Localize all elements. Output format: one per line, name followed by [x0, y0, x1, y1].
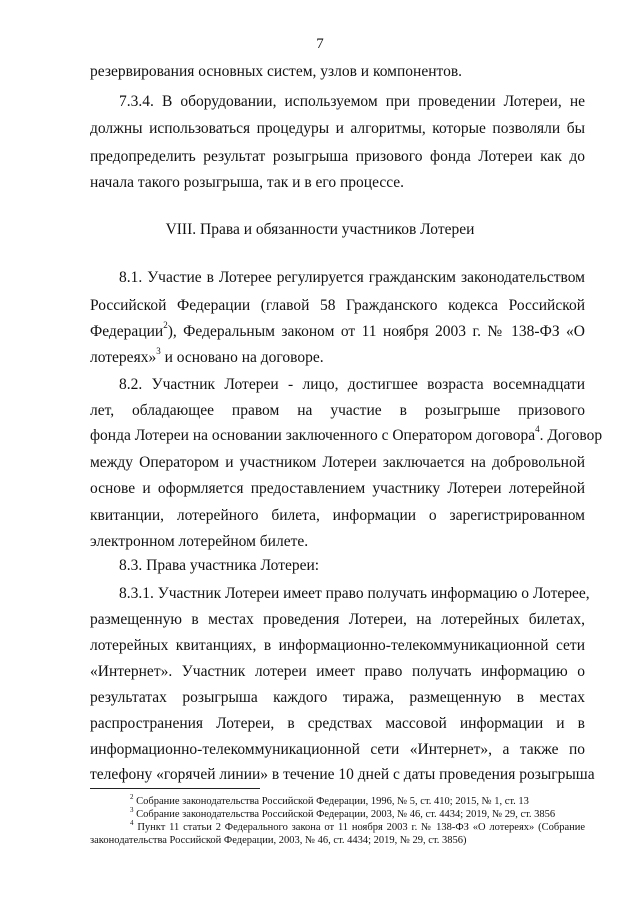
text-line: 8.2. Участник Лотереи - лицо, достигшее возраста восемнадцати [119, 376, 585, 393]
footnote-mark: 4 [130, 818, 134, 827]
text-line: телефону «горячей линии» в течение 10 дней с даты проведения розыгрыша [90, 766, 595, 783]
text-line: резервирования основных систем, узлов и компонентов. [90, 63, 463, 80]
text-line: лет, обладающее правом на участие в розыгрыше призового [90, 402, 585, 419]
text-line: электронном лотерейном билете. [90, 533, 309, 550]
text-line: основе и оформляется предоставлением участнику Лотереи лотерейной [90, 480, 585, 497]
text-line: результатах розыгрыша каждого тиража, размещенную в местах [90, 689, 585, 706]
text-line [90, 319, 585, 342]
text-line: 8.3.1. Участник Лотереи имеет право получать информацию о Лотерее, [119, 585, 590, 602]
text-fragment: ), Федеральным законом от 11 ноября 2003 г. № 138-ФЗ «О [167, 323, 585, 340]
text-line: лотерейных квитанциях, в информационно-телекоммуникационной сети [90, 637, 585, 654]
text-line [90, 345, 585, 368]
footnote-mark: 2 [130, 792, 134, 801]
text-line: «Интернет». Участник лотереи имеет право получать информацию о [90, 663, 585, 680]
section-heading: VIII. Права и обязанности участников Лотереи [165, 221, 475, 238]
text-fragment: . Договор [539, 427, 603, 444]
text-fragment: лотереях» [90, 349, 157, 366]
footnote-ref-3: 3 [156, 345, 161, 356]
footnote-4-continued: законодательства Российской Федерации, 2003, № 46, ст. 4434; 2019, № 29, ст. 3856) [90, 835, 467, 846]
text-fragment: и основано на договоре. [160, 349, 324, 366]
footnote-text: Пункт 11 статьи 2 Федерального закона от 11 ноября 2003 г. № 138-ФЗ «О лотереях» (Собрание [137, 822, 586, 833]
page-number: 7 [316, 36, 324, 52]
footnote-3 [130, 805, 585, 821]
text-line: 8.1. Участие в Лотерее регулируется гражданским законодательством [119, 269, 585, 286]
text-line: 8.3. Права участника Лотереи: [119, 557, 320, 574]
text-line: 7.3.4. В оборудовании, используемом при проведении Лотереи, не [119, 93, 585, 110]
footnote-ref-4: 4 [535, 423, 540, 434]
footnote-4 [130, 818, 586, 834]
footnote-text: Собрание законодательства Российской Федерации, 1996, № 5, ст. 410; 2015, № 1, ст. 13 [136, 796, 529, 807]
footnote-ref-2: 2 [163, 319, 168, 330]
text-line: предопределить результат розыгрыша призового фонда Лотереи как до [90, 148, 585, 165]
text-fragment: Федерации [90, 323, 164, 340]
text-line: распространения Лотереи, в средствах массовой информации и в [90, 715, 585, 732]
footnote-text: Собрание законодательства Российской Федерации, 2003, № 46, ст. 4434; 2019, № 29, ст. 3856 [136, 809, 556, 820]
text-line: начала такого розыгрыша, так и в его процессе. [90, 174, 405, 191]
footnote-mark: 3 [130, 805, 134, 814]
text-line: Российской Федерации (главой 58 Гражданского кодекса Российской [90, 297, 585, 314]
text-fragment: фонда Лотереи на основании заключенного с Оператором договора [90, 427, 536, 444]
text-line: должны использоваться процедуры и алгоритмы, которые позволяли бы [90, 120, 585, 137]
footnote-2 [130, 792, 585, 808]
text-line: размещенную в местах проведения Лотереи, на лотерейных билетах, [90, 611, 585, 628]
text-line [90, 423, 603, 446]
text-line: квитанции, лотерейного билета, информации о зарегистрированном [90, 507, 585, 524]
text-line: информационно-телекоммуникационной сети «Интернет», а также по [90, 741, 585, 758]
footnote-divider [90, 788, 260, 789]
text-line: между Оператором и участником Лотереи заключается на добровольной [90, 454, 585, 471]
